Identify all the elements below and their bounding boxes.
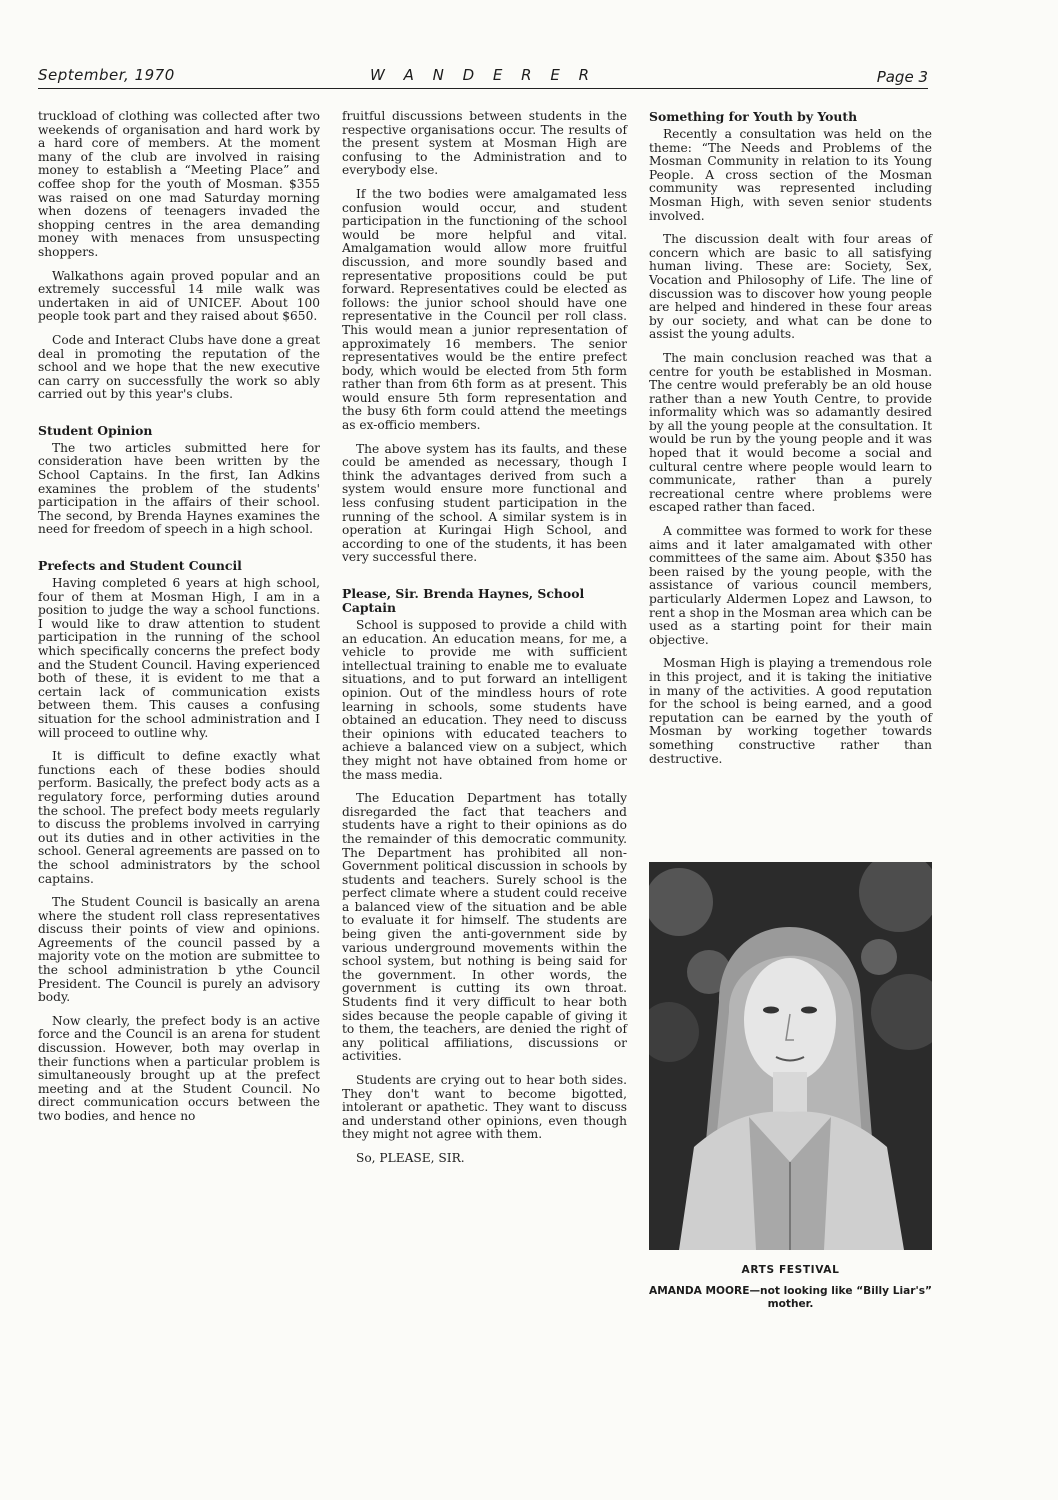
paragraph: The Student Council is basically an arena where the student roll class representatives discuss their points of view and opinions. Agreements of the council passed by a majority vote on the motion are submittee to the school administration b ythe Council President. The Council is purely an advisory body. — [38, 895, 320, 1005]
paragraph: Now clearly, the prefect body is an active force and the Council is an arena for student discussion. However, both may overlap in their functions when a particular problem is simultaneously brought up at the prefect meeting and at the Student Council. No direct communication occurs between the two bodies, and hence no — [38, 1013, 320, 1123]
header-rule — [38, 88, 928, 89]
portrait-photo — [649, 862, 932, 1250]
paragraph: It is difficult to define exactly what functions each of these bodies should perform. Basically, the prefect body acts as a regulatory force, performing duties around the school. The prefect body meets regularly to discuss the problems involved in carrying out its duties and in other activities in the school. General agreements are passed on to the school administrators by the school captains. — [38, 749, 320, 886]
paragraph: Students are crying out to hear both sides. They don't want to become bigotted, intolerant or apathetic. They want to discuss and understand other opinions, even though they might not agree with them. — [342, 1073, 627, 1142]
paragraph: The two articles submitted here for consideration have been written by the School Captains. In the first, Ian Adkins examines the problem of the students' participation in the affairs of their school. The second, by Brenda Haynes examines the need for freedom of speech in a high school. — [38, 440, 320, 537]
paragraph: Recently a consultation was held on the theme: “The Needs and Problems of the Mosman Community in relation to its Young People. A cross section of the Mosman community was represented including Mosman High, with seven senior students involved. — [649, 127, 932, 223]
paragraph: If the two bodies were amalgamated less confusion would occur, and student participation in the functioning of the school would be more helpful and vital. Amalgamation would allow more fruitful discussion, and more soundly based and representative propositions could be put forward. Representatives could be elected as follows: the junior school should have one representative in the Council per roll class. This would mean a junior representation of approximately 16 members. The senior representatives would be the entire prefect body, which would be elected from 5th form rather than from 6th form as at present. This would ensure 5th form representation and the busy 6th form could attend the meetings as ex-officio members. — [342, 186, 627, 433]
paragraph: A committee was formed to work for these aims and it later amalgamated with other committees of the same aim. About $350 has been raised by the young people, with the assistance of various council members, particularly Aldermen Lopez and Lawson, to rent a shop in the Mosman area which can be used as a starting point for their main objective. — [649, 524, 932, 647]
paragraph: The main conclusion reached was that a centre for youth be established in Mosman. The centre would preferably be an old house rather than a new Youth Centre, to provide informality which was so adamantly desired by all the young people at the consultation. It would be run by the young people and it was hoped that it would become a social and cultural centre where people would learn to communicate, rather than a purely recreational centre where problems were escaped rather than faced. — [649, 350, 932, 515]
publication-title: W A N D E R E R — [369, 66, 597, 84]
issue-date: September, 1970 — [38, 66, 175, 84]
paragraph: Code and Interact Clubs have done a great deal in promoting the reputation of the school and we hope that the new executive can carry on successfully the work so ably carried out by this year's clubs. — [38, 332, 320, 402]
portrait-illustration — [649, 862, 932, 1250]
section-heading-student-opinion: Student Opinion — [38, 422, 153, 438]
column-2 — [342, 110, 627, 1176]
caption-title: ARTS FESTIVAL — [741, 1264, 840, 1276]
paragraph: The above system has its faults, and these could be amended as necessary, though I think the advantages derived from such a system would ensure more functional and less confusing student participation in the running of the school. A similar system is in operation at Kuringai High School, and according to one of the students, it has been very successful there. — [342, 441, 627, 565]
paragraph: Mosman High is playing a tremendous role in this project, and it is taking the initiative in many of the activities. A good reputation for the school is being earned, and a good reputation can be earned by the youth of Mosman by working together towards something constructive rather than destructive. — [649, 656, 932, 766]
paragraph: School is supposed to provide a child with an education. An education means, for me, a vehicle to provide me with sufficient intellectual training to enable me to evaluate situations, and to put forward an intelligent opinion. Out of the mindless hours of rote learning in schools, some students have obtained an education. They need to discuss their opinions with educated teachers to achieve a balanced view on a subject, which they might not have obtained from home or the mass media. — [342, 618, 627, 782]
page-number: Page 3 — [876, 68, 928, 86]
section-heading-youth: Something for Youth by Youth — [649, 109, 858, 124]
section-heading-please-sir: Please, Sir. Brenda Haynes, School Captain — [342, 586, 585, 615]
photo-frame — [649, 862, 932, 1250]
paragraph: The discussion dealt with four areas of concern which are basic to all satisfying human living. These are: Society, Sex, Vocation and Philosophy of Life. The line of discussion was to discover how young people are helped and hindered in these four areas by our society, and what can be done to assist the young adults. — [649, 232, 932, 342]
paragraph: The Education Department has totally disregarded the fact that teachers and students have a right to their opinions as do the remainder of this democratic community. The Department has prohibited all non-Government political discussion in schools by students and teachers. Surely school is the perfect climate where a student could receive a balanced view of the situation and be able to evaluate it for himself. The students are being given the anti-government side by various underground movements within the school system, but nothing is being said for the government. In other words, the government is cutting its own throat. Students find it very difficult to hear both sides because the people capable of giving it to them, the teachers, are denied the right of any political affiliations, discussions or activities. — [342, 791, 627, 1064]
column-1 — [38, 110, 320, 1134]
section-heading-prefects: Prefects and Student Council — [38, 558, 242, 574]
caption-text: AMANDA MOORE—not looking like “Billy Liar's” mother. — [649, 1285, 932, 1310]
paragraph: Walkathons again proved popular and an extremely successful 14 mile walk was undertaken in aid of UNICEF. About 100 people took part and they raised about $650. — [38, 268, 320, 324]
column-3 — [649, 110, 932, 776]
paragraph: Having completed 6 years at high school, four of them at Mosman High, I am in a position to judge the way a school functions. I would like to draw attention to student participation in the running of the school which specifically concerns the prefect body and the Student Council. Having experienced both of these, it is evident to me that a certain lack of communication exists between them. This causes a confusing situation for the school administration and I will proceed to outline why. — [38, 576, 321, 740]
paragraph: fruitful discussions between students in the respective organisations occur. The results of the present system at Mosman High are confusing to the Administration and to everybody else. — [342, 109, 627, 178]
paragraph: So, PLEASE, SIR. — [356, 1150, 465, 1165]
paragraph: truckload of clothing was collected after two weekends of organisation and hard work by a hard core of members. At the moment many of the club are involved in raising money to establish a “Meeting Place” and coffee shop for the youth of Mosman. $355 was raised on one mad Saturday morning when dozens of teenagers invaded the shopping centres in the area demanding money with menaces from unsuspecting shoppers. — [38, 109, 320, 259]
page-header — [38, 62, 928, 90]
photo-caption — [649, 1264, 932, 1311]
